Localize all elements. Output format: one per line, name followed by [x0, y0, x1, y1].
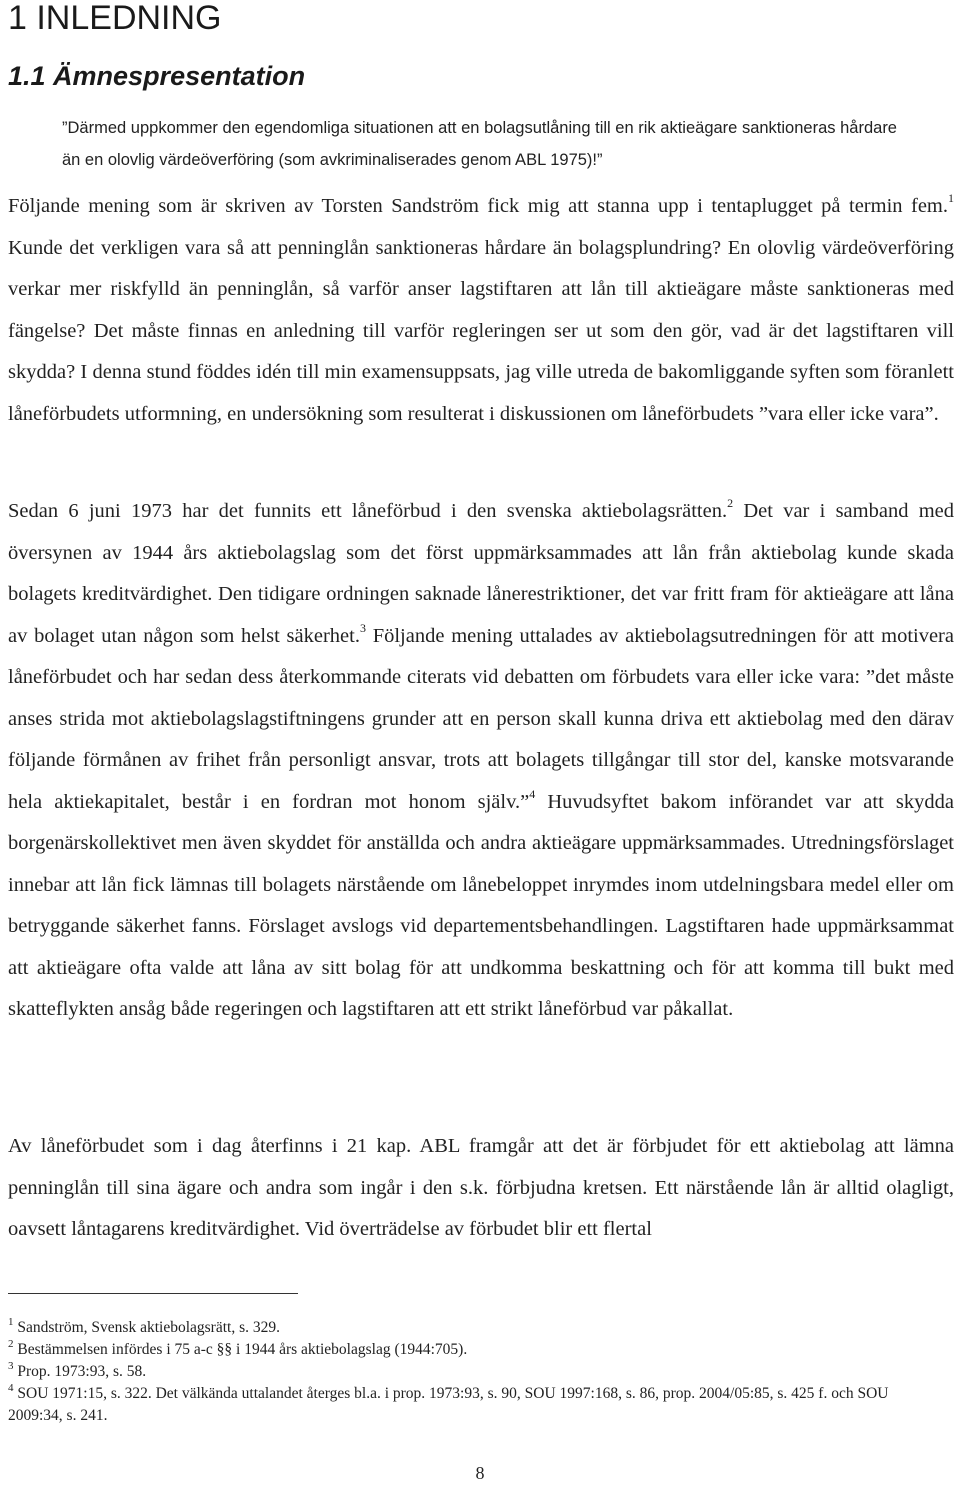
- chapter-heading: 1 INLEDNING: [8, 0, 222, 37]
- paragraph-2-part-1: Sedan 6 juni 1973 har det funnits ett låneförbud i den svenska aktiebolagsrätten.: [8, 500, 728, 522]
- footnote-text: SOU 1971:15, s. 322. Det välkända uttalandet återges bl.a. i prop. 1973:93, s. 90, SOU 1997:168, s. 86, prop. 2004/05:85, s. 425 f. och SOU 2009:34, s. 241.: [8, 1385, 889, 1424]
- block-quote: ”Därmed uppkommer den egendomliga situationen att en bolagsutlåning till en rik aktieägare sanktioneras hårdare än en olovlig värdeöverföring (som avkriminaliserades genom ABL 1975)!”: [62, 119, 897, 169]
- paragraph-1-text: Kunde det verkligen vara så att penninglån sanktioneras hårdare än bolagsplundring? En olovlig värdeöverföring verkar mer riskfylld än penninglån, så varför anser lagstiftaren att lån till aktieägare måste sanktioneras med fängelse? Det måste finnas en anledning till varför regleringen ser ut som den gör, vad är det lagstiftaren vill skydda? I denna stund föddes idén till min examensuppsats, jag ville utreda de bakomliggande syften som föranlett låneförbudets utformning, en undersökning som resulterat i diskussionen om låneförbudets ”vara eller icke vara”.: [8, 236, 954, 425]
- paragraph-2-part-2: Det var i samband med översynen av 1944 års aktiebolagslag som det först uppmärksammades att lån från aktiebolag kunde skada bolagets kreditvärdighet. Den tidigare ordningen saknade lånerestriktioner, det var fritt fram för aktieägare att låna av bolaget utan någon som helst säkerhet.: [8, 500, 954, 647]
- footnote-number: 1: [8, 1315, 14, 1328]
- paragraph-1: [8, 186, 954, 435]
- section-heading: 1.1 Ämnespresentation: [8, 61, 306, 91]
- paragraph-2-part-3: Följande mening uttalades av aktiebolagsutredningen för att motivera låneförbudet och har sedan dess återkommande citerats vid debatten om förbudets vara eller icke vara: ”det måste anses strida mot aktiebolagslagstiftningens grunder att en person skall kunna driva ett aktiebolag med den därav följande förmånen av frihet från personligt ansvar, trots att bolagets tillgångar till stor del, kanske motsvarande hela aktiekapitalet, består i en fordran mot honom själv.”: [8, 624, 954, 813]
- footnote-ref-1: 1: [948, 191, 954, 206]
- paragraph-2: [8, 491, 954, 1031]
- footnotes: [8, 1317, 908, 1427]
- footnote-2: [8, 1339, 908, 1361]
- footnote-separator: [8, 1293, 298, 1294]
- page-number: 8: [475, 1463, 485, 1483]
- footnote-number: 2: [8, 1337, 14, 1350]
- footnote-ref-2: 2: [727, 496, 734, 511]
- paragraph-2-part-4: Huvudsyftet bakom införandet var att skydda borgenärskollektivet men även skyddet för anställda och andra aktieägare uppmärksammades. Utredningsförslaget innebar att lån fick lämnas till bolagets närstående om lånebeloppet inrymdes inom utdelningsbara medel eller om betryggande säkerhet fanns. Förslaget avslogs vid departementsbehandlingen. Lagstiftaren hade uppmärksammat att aktieägare ofta valde att låna av sitt bolag för att undkomma beskattning och för att komma till bukt med skatteflykten ansåg både regeringen och lagstiftaren att ett strikt låneförbud var påkallat.: [8, 790, 954, 1020]
- footnote-3: [8, 1361, 908, 1383]
- paragraph-3: [8, 1126, 954, 1251]
- footnote-ref-4: 4: [529, 786, 536, 801]
- footnote-text: Sandström, Svensk aktiebolagsrätt, s. 329.: [13, 1319, 280, 1336]
- footnote-1: [8, 1317, 908, 1339]
- footnote-number: 4: [8, 1381, 14, 1394]
- footnote-number: 3: [8, 1359, 14, 1372]
- paragraph-3-text: Av låneförbudet som i dag återfinns i 21 kap. ABL framgår att det är förbjudet för ett aktiebolag att lämna penninglån till sina ägare och andra som ingår i den s.k. förbjudna kretsen. Ett närstående lån är alltid olagligt, oavsett låntagarens kreditvärdighet. Vid överträdelse av förbudet blir ett flertal: [8, 1135, 954, 1240]
- footnote-ref-3: 3: [359, 620, 366, 635]
- footnote-text: Prop. 1973:93, s. 58.: [13, 1363, 147, 1380]
- footnote-text: Bestämmelsen infördes i 75 a-c §§ i 1944 års aktiebolagslag (1944:705).: [13, 1341, 468, 1358]
- footnote-4: [8, 1383, 908, 1427]
- paragraph-1-intro: Följande mening som är skriven av Torsten Sandström fick mig att stanna upp i tentaplugget på termin fem.: [8, 195, 948, 217]
